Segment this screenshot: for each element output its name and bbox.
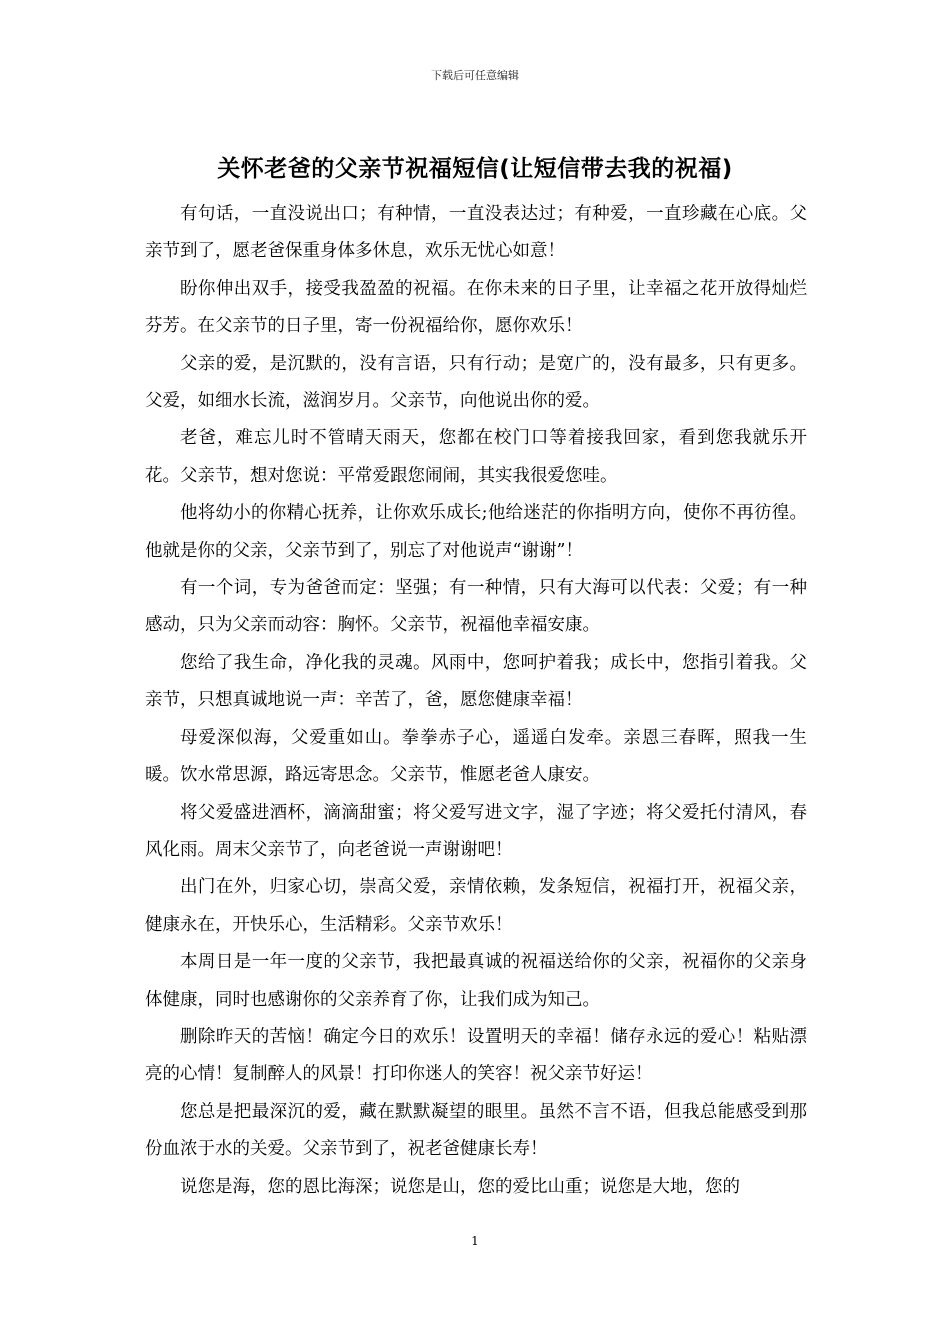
- paragraph: 说您是海，您的恩比海深；说您是山，您的爱比山重；说您是大地，您的: [180, 1176, 740, 1197]
- paragraph: 本周日是一年一度的父亲节，我把最真诚的祝福送给你的父亲，祝福你的父亲身体健康，同时也感谢你的父亲养育了你，让我们成为知己。: [145, 952, 807, 1010]
- paragraph: 您给了我生命，净化我的灵魂。风雨中，您呵护着我；成长中，您指引着我。父亲节，只想真诚地说一声：辛苦了，爸，愿您健康幸福！: [145, 652, 807, 711]
- paragraph: 有句话，一直没说出口；有种情，一直没表达过；有种爱，一直珍藏在心底。父亲节到了，愿老爸保重身体多休息，欢乐无忧心如意！: [145, 204, 807, 262]
- header-note: 下载后可任意编辑: [431, 69, 519, 82]
- paragraph: 有一个词，专为爸爸而定：坚强；有一种情，只有大海可以代表：父爱；有一种感动，只为父亲而动容：胸怀。父亲节，祝福他幸福安康。: [145, 578, 807, 636]
- paragraph: 父亲的爱，是沉默的，没有言语，只有行动；是宽广的，没有最多，只有更多。父爱，如细水长流，滋润岁月。父亲节，向他说出你的爱。: [145, 353, 807, 412]
- paragraph: 母爱深似海，父爱重如山。拳拳赤子心，遥遥白发牵。亲恩三春晖，照我一生暖。饮水常思源，路远寄思念。父亲节，惟愿老爸人康安。: [145, 727, 807, 786]
- paragraph: 将父爱盛进酒杯，滴滴甜蜜；将父爱写进文字，湿了字迹；将父爱托付清风，春风化雨。周末父亲节了，向老爸说一声谢谢吧！: [145, 802, 807, 860]
- document-body: [145, 196, 807, 1206]
- paragraph: 他将幼小的你精心抚养，让你欢乐成长;他给迷茫的你指明方向，使你不再彷徨。他就是你的父亲，父亲节到了，别忘了对他说声“谢谢”！: [145, 503, 807, 561]
- paragraph: 出门在外，归家心切，崇高父爱，亲情依赖，发条短信，祝福打开，祝福父亲，健康永在，开快乐心，生活精彩。父亲节欢乐！: [145, 877, 807, 935]
- paragraph: 删除昨天的苦恼！确定今日的欢乐！设置明天的幸福！储存永远的爱心！粘贴漂亮的心情！复制醉人的风景！打印你迷人的笑容！祝父亲节好运！: [145, 1026, 807, 1085]
- paragraph: 老爸，难忘儿时不管晴天雨天，您都在校门口等着接我回家，看到您我就乐开花。父亲节，想对您说：平常爱跟您闹闹，其实我很爱您哇。: [145, 428, 807, 486]
- document-title: 关怀老爸的父亲节祝福短信(让短信带去我的祝福): [217, 156, 733, 182]
- paragraph: 盼你伸出双手，接受我盈盈的祝福。在你未来的日子里，让幸福之花开放得灿烂芬芳。在父亲节的日子里，寄一份祝福给你，愿你欢乐！: [145, 278, 807, 337]
- paragraph: 您总是把最深沉的爱，藏在默默凝望的眼里。虽然不言不语，但我总能感受到那份血浓于水的关爱。父亲节到了，祝老爸健康长寿！: [145, 1101, 807, 1160]
- page-number: 1: [471, 1234, 479, 1248]
